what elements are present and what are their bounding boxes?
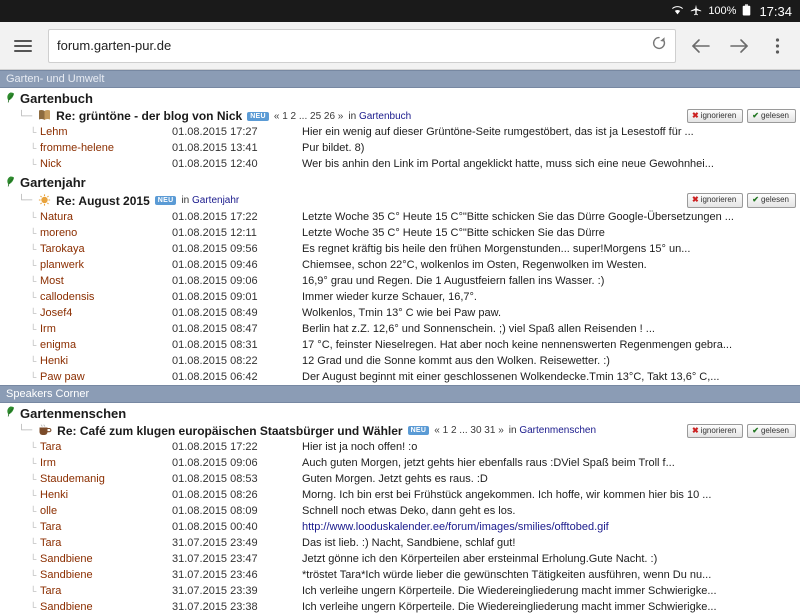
- forum-header[interactable]: [0, 88, 800, 108]
- post-date: 01.08.2015 08:26: [172, 489, 258, 502]
- forward-arrow-icon[interactable]: [722, 29, 756, 63]
- post-date: 31.07.2015 23:38: [172, 601, 258, 614]
- post-date: 01.08.2015 12:40: [172, 158, 258, 171]
- post-author[interactable]: enigma: [40, 338, 77, 351]
- post-snippet[interactable]: 16,9° grau und Regen. Die 1 Augustfeiern fallen ins Wasser. :): [302, 274, 605, 287]
- battery-full-icon: [742, 4, 751, 18]
- post-author[interactable]: Nick: [40, 158, 62, 171]
- thread-actions: [687, 109, 796, 123]
- post-author[interactable]: Tara: [40, 585, 62, 598]
- post-row[interactable]: [0, 583, 800, 599]
- close-icon: ✖: [691, 111, 699, 120]
- post-row[interactable]: [0, 439, 800, 455]
- post-row[interactable]: [0, 369, 800, 385]
- post-row[interactable]: [0, 225, 800, 241]
- post-author[interactable]: Sandbiene: [40, 569, 93, 582]
- page-links[interactable]: « 1 2 ... 25 26 »: [273, 110, 344, 122]
- new-badge: NEU: [155, 196, 177, 205]
- post-snippet[interactable]: http://www.looduskalender.ee/forum/images/smilies/offtobed.gif: [302, 521, 609, 534]
- overflow-menu-icon[interactable]: [760, 29, 794, 63]
- parent-forum-link[interactable]: Gartenjahr: [192, 195, 240, 207]
- post-author[interactable]: Paw paw: [40, 370, 85, 383]
- post-author[interactable]: Josef4: [40, 306, 73, 319]
- tree-leaf-icon: └: [30, 554, 37, 565]
- post-date: 01.08.2015 06:42: [172, 370, 258, 383]
- category-header[interactable]: [0, 385, 800, 403]
- thread-parent-forum[interactable]: in Gartenbuch: [348, 110, 412, 122]
- post-row[interactable]: [0, 519, 800, 535]
- post-date: 01.08.2015 12:11: [172, 226, 257, 239]
- post-snippet[interactable]: 12 Grad und die Sonne kommt aus den Wolken. Reisewetter. :): [302, 354, 610, 367]
- battery-percentage: 100%: [708, 5, 737, 17]
- address-bar[interactable]: [48, 29, 676, 63]
- post-date: 01.08.2015 08:47: [172, 322, 258, 335]
- post-snippet[interactable]: Letzte Woche 35 C° Heute 15 C°"Bitte schicken Sie das Dürre: [302, 226, 605, 239]
- post-date: 01.08.2015 00:40: [172, 521, 258, 534]
- post-row[interactable]: [0, 241, 800, 257]
- check-icon: ✔: [752, 425, 759, 435]
- post-snippet[interactable]: Wer bis anhin den Link im Portal angeklickt hatte, muss sich eine neue Gewohnhei...: [302, 158, 714, 171]
- post-date: 01.08.2015 08:31: [172, 338, 258, 351]
- ignore-label: ignorieren: [700, 195, 737, 205]
- forum-page-content[interactable]: [0, 70, 800, 614]
- post-row[interactable]: [0, 209, 800, 225]
- wifi-icon: [671, 5, 684, 18]
- mark-read-button[interactable]: [747, 193, 796, 207]
- post-snippet[interactable]: Guten Morgen. Jetzt gehts es raus. :D: [302, 473, 488, 486]
- category-title: Speakers Corner: [6, 387, 90, 400]
- post-date: 01.08.2015 13:41: [172, 142, 258, 155]
- tree-leaf-icon: └: [30, 602, 37, 613]
- tree-branch-icon: └─: [18, 195, 33, 207]
- post-author[interactable]: Natura: [40, 210, 74, 223]
- mark-read-button[interactable]: [747, 424, 796, 438]
- tree-leaf-icon: └: [30, 323, 37, 334]
- tree-leaf-icon: └: [30, 586, 37, 597]
- tree-leaf-icon: └: [30, 458, 37, 469]
- leaf-icon: [6, 92, 15, 106]
- ignore-thread-button[interactable]: [687, 193, 743, 207]
- hamburger-menu-icon[interactable]: [6, 29, 40, 63]
- post-snippet[interactable]: Jetzt gönne ich den Körperteilen aber ersteinmal Erholung.Gute Nacht. :): [302, 553, 658, 566]
- thread-actions: [687, 424, 796, 438]
- post-row[interactable]: [0, 551, 800, 567]
- post-author[interactable]: Lehm: [40, 126, 68, 139]
- post-author[interactable]: Sandbiene: [40, 601, 93, 614]
- read-label: gelesen: [760, 195, 789, 205]
- tree-leaf-icon: └: [30, 490, 37, 501]
- forum-title[interactable]: Gartenjahr: [20, 175, 86, 191]
- post-date: 01.08.2015 08:53: [172, 473, 258, 486]
- post-row[interactable]: [0, 257, 800, 273]
- browser-toolbar: [0, 22, 800, 70]
- post-row[interactable]: [0, 599, 800, 615]
- post-author[interactable]: Tara: [40, 521, 62, 534]
- tree-leaf-icon: └: [30, 442, 37, 453]
- post-snippet[interactable]: 17 °C, feinster Nieselregen. Hat aber noch keine nennenswerten Regenmengen gebra...: [302, 338, 732, 351]
- post-author[interactable]: planwerk: [40, 258, 85, 271]
- tree-leaf-icon: └: [30, 143, 37, 154]
- post-row[interactable]: [0, 503, 800, 519]
- mark-read-button[interactable]: [747, 109, 796, 123]
- check-icon: ✔: [752, 111, 759, 120]
- reload-icon[interactable]: [645, 35, 667, 56]
- parent-forum-link[interactable]: Gartenmenschen: [519, 425, 597, 437]
- post-snippet[interactable]: Letzte Woche 35 C° Heute 15 C°"Bitte schicken Sie das Dürre Google-Übersetzungen ...: [302, 210, 734, 223]
- tree-leaf-icon: └: [30, 474, 37, 485]
- post-author[interactable]: Tara: [40, 441, 62, 454]
- thread-row[interactable]: [0, 108, 800, 124]
- post-row[interactable]: [0, 471, 800, 487]
- post-row[interactable]: [0, 567, 800, 583]
- tree-branch-icon: └─: [18, 110, 33, 122]
- tree-leaf-icon: └: [30, 259, 37, 270]
- back-arrow-icon[interactable]: [684, 29, 718, 63]
- thread-title[interactable]: Re: Café zum klugen europäischen Staatsbürger und Wähler: [57, 423, 403, 438]
- thread-actions: [687, 193, 796, 207]
- post-snippet[interactable]: Der August beginnt mit einer geschlossenen Wolkendecke.Tmin 13°C, Takt 13,6° C,...: [302, 370, 720, 383]
- post-snippet[interactable]: Wolkenlos, Tmin 13° C wie bei Paw paw.: [302, 306, 502, 319]
- tree-branch-icon: └─: [18, 425, 33, 437]
- post-snippet[interactable]: Ich verleihe ungern Körperteile. Die Wiedereingliederung macht immer Schwierigke...: [302, 601, 717, 614]
- tree-leaf-icon: └: [30, 275, 37, 286]
- forum-header[interactable]: [0, 172, 800, 192]
- post-snippet[interactable]: Immer wieder kurze Schauer, 16,7°.: [302, 290, 477, 303]
- coffee-icon: [38, 424, 52, 438]
- forum-header[interactable]: [0, 403, 800, 423]
- post-date: 01.08.2015 08:49: [172, 306, 258, 319]
- post-snippet[interactable]: Das ist lieb. :) Nacht, Sandbiene, schlaf gut!: [302, 537, 516, 550]
- post-row[interactable]: [0, 487, 800, 503]
- tree-leaf-icon: └: [30, 291, 37, 302]
- close-icon: ✖: [691, 195, 699, 205]
- post-snippet[interactable]: Auch guten Morgen, jetzt gehts hier ebenfalls raus :DViel Spaß beim Troll f...: [302, 457, 675, 470]
- tree-leaf-icon: └: [30, 159, 37, 170]
- url-text: forum.garten-pur.de: [57, 38, 172, 53]
- system-status-bar: [0, 0, 800, 22]
- post-date: 01.08.2015 09:56: [172, 242, 258, 255]
- close-icon: ✖: [691, 425, 699, 435]
- leaf-icon: [6, 176, 15, 190]
- post-date: 01.08.2015 09:46: [172, 258, 258, 271]
- sun-icon: [38, 194, 51, 208]
- ignore-label: ignorieren: [700, 425, 737, 435]
- post-row[interactable]: [0, 273, 800, 289]
- post-author[interactable]: Irm: [40, 322, 56, 335]
- category-header[interactable]: [0, 70, 800, 88]
- tree-leaf-icon: └: [30, 211, 37, 222]
- post-date: 31.07.2015 23:46: [172, 569, 258, 582]
- tree-leaf-icon: └: [30, 307, 37, 318]
- post-row[interactable]: [0, 535, 800, 551]
- post-author[interactable]: Staudemanig: [40, 473, 105, 486]
- tree-leaf-icon: └: [30, 371, 37, 382]
- read-label: gelesen: [760, 111, 789, 120]
- tree-leaf-icon: └: [30, 570, 37, 581]
- status-clock: 17:34: [759, 3, 792, 19]
- post-snippet[interactable]: Schnell noch etwas Deko, dann geht es los.: [302, 505, 516, 518]
- post-snippet[interactable]: Pur bildet. 8): [302, 142, 365, 155]
- thread-row[interactable]: [0, 192, 800, 208]
- post-snippet[interactable]: Hier ein wenig auf dieser Grüntöne-Seite rumgestöbert, das ist ja Lesestoff für ...: [302, 126, 694, 139]
- category-title: Garten- und Umwelt: [6, 73, 105, 85]
- post-row[interactable]: [0, 305, 800, 321]
- ignore-label: ignorieren: [700, 111, 737, 120]
- tree-leaf-icon: └: [30, 538, 37, 549]
- ignore-thread-button[interactable]: [687, 424, 743, 438]
- post-row[interactable]: [0, 321, 800, 337]
- thread-title[interactable]: Re: grüntöne - der blog von Nick: [56, 109, 243, 124]
- post-row[interactable]: [0, 124, 800, 140]
- post-date: 31.07.2015 23:47: [172, 553, 258, 566]
- post-author[interactable]: fromme-helene: [40, 142, 114, 155]
- post-snippet[interactable]: Hier ist ja noch offen! :o: [302, 441, 418, 454]
- thread-row[interactable]: [0, 423, 800, 439]
- post-row[interactable]: [0, 140, 800, 156]
- post-row[interactable]: [0, 289, 800, 305]
- post-author[interactable]: Henki: [40, 354, 69, 367]
- post-author[interactable]: callodensis: [40, 290, 95, 303]
- page-links[interactable]: « 1 2 ... 30 31 »: [434, 425, 504, 437]
- post-date: 01.08.2015 08:22: [172, 354, 258, 367]
- new-badge: NEU: [408, 426, 430, 435]
- post-date: 31.07.2015 23:49: [172, 537, 258, 550]
- post-author[interactable]: Sandbiene: [40, 553, 93, 566]
- post-snippet[interactable]: Berlin hat z.Z. 12,6° und Sonnenschein. ;) viel Spaß allen Reisenden ! ...: [302, 322, 655, 335]
- post-author[interactable]: Irm: [40, 457, 56, 470]
- post-author[interactable]: olle: [40, 505, 58, 518]
- post-date: 01.08.2015 09:06: [172, 457, 258, 470]
- post-snippet[interactable]: *tröstet Tara*Ich würde lieber die gewünschten Tätigkeiten ausführen, wenn Du nu...: [302, 569, 712, 582]
- tree-leaf-icon: └: [30, 339, 37, 350]
- post-date: 01.08.2015 17:22: [172, 441, 258, 454]
- tree-leaf-icon: └: [30, 227, 37, 238]
- thread-parent-forum[interactable]: in Gartenjahr: [181, 195, 240, 207]
- post-author[interactable]: Henki: [40, 489, 69, 502]
- post-row[interactable]: [0, 455, 800, 471]
- airplane-icon: [690, 4, 702, 18]
- post-date: 01.08.2015 09:06: [172, 274, 258, 287]
- post-snippet[interactable]: Morng. Ich bin erst bei Frühstück angekommen. Ich hoffe, wir kommen hier bis 10 ...: [302, 489, 712, 502]
- read-label: gelesen: [760, 425, 789, 435]
- tree-leaf-icon: └: [30, 243, 37, 254]
- tree-leaf-icon: └: [30, 522, 37, 533]
- thread-title[interactable]: Re: August 2015: [56, 193, 150, 208]
- post-author[interactable]: Most: [40, 274, 64, 287]
- forum-title[interactable]: Gartenmenschen: [20, 405, 127, 421]
- tree-leaf-icon: └: [30, 127, 37, 138]
- post-date: 01.08.2015 08:09: [172, 505, 258, 518]
- tree-leaf-icon: └: [30, 355, 37, 366]
- forum-title[interactable]: Gartenbuch: [20, 91, 93, 106]
- post-date: 31.07.2015 23:39: [172, 585, 258, 598]
- post-date: 01.08.2015 17:27: [172, 126, 258, 139]
- leaf-icon: [6, 406, 15, 420]
- post-snippet[interactable]: Es regnet kräftig bis heile den frühen Morgenstunden... super!Morgens 15° un...: [302, 242, 691, 255]
- ignore-thread-button[interactable]: [687, 109, 743, 123]
- parent-forum-link[interactable]: Gartenbuch: [358, 110, 412, 122]
- post-date: 01.08.2015 09:01: [172, 290, 258, 303]
- post-author[interactable]: Tara: [40, 537, 62, 550]
- book-icon: [38, 109, 51, 123]
- post-snippet[interactable]: Chiemsee, schon 22°C, wolkenlos im Osten, Regenwolken im Westen.: [302, 258, 647, 271]
- post-row[interactable]: [0, 156, 800, 172]
- thread-parent-forum[interactable]: in Gartenmenschen: [508, 425, 597, 437]
- post-author[interactable]: Tarokaya: [40, 242, 85, 255]
- post-date: 01.08.2015 17:22: [172, 210, 258, 223]
- post-row[interactable]: [0, 337, 800, 353]
- post-snippet[interactable]: Ich verleihe ungern Körperteile. Die Wiedereingliederung macht immer Schwierigke...: [302, 585, 717, 598]
- new-badge: NEU: [247, 112, 269, 121]
- post-row[interactable]: [0, 353, 800, 369]
- check-icon: ✔: [752, 195, 759, 205]
- tree-leaf-icon: └: [30, 506, 37, 517]
- post-author[interactable]: moreno: [40, 226, 78, 239]
